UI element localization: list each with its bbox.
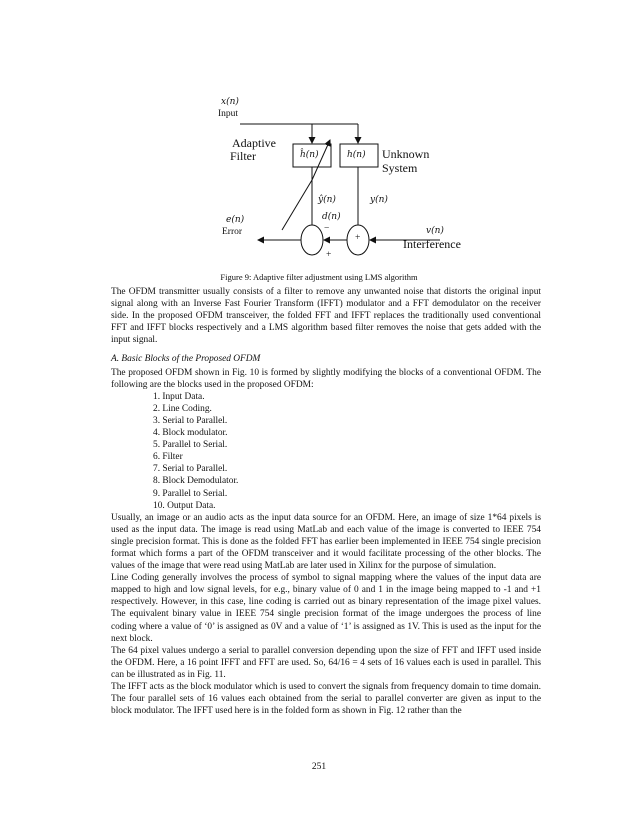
minus-label: − (324, 224, 330, 234)
list-item: 8. Block Demodulator. (153, 476, 239, 487)
paragraph-2: The proposed OFDM shown in Fig. 10 is formed by slightly modifying the blocks of a conventional OFDM. The following are the blocks used in the proposed OFDM: (111, 367, 541, 390)
input-label: Input (218, 109, 239, 119)
paragraph-5: The 64 pixel values undergo a serial to parallel conversion depending upon the size of FFT and IFFT used inside the OFDM. Here, a 16 point IFFT and FFT are used. So, 64/16 = 4 sets of 16 values each is used in parallel. This can be illustrated as in Fig. 11. (111, 645, 541, 680)
h-label: h(n) (347, 150, 366, 160)
list-item: 10. Output Data. (153, 500, 216, 511)
v-label: v(n) (426, 226, 444, 236)
list-item: 7. Serial to Parallel. (153, 464, 228, 475)
adaptive-filter-diagram (0, 0, 638, 270)
unknown-label-2: System (382, 161, 418, 175)
list-item: 3. Serial to Parallel. (153, 415, 228, 426)
section-heading: A. Basic Blocks of the Proposed OFDM (111, 354, 261, 365)
unknown-label-1: Unknown (382, 147, 430, 161)
yhat-label: ŷ(n) (318, 195, 336, 205)
list-item: 9. Parallel to Serial. (153, 488, 228, 499)
plus-inner-label: + (355, 233, 361, 243)
feedback-line (282, 180, 312, 230)
d-label: d(n) (322, 212, 341, 222)
error-junction (301, 225, 323, 255)
paragraph-6: The IFFT acts as the block modulator which is used to convert the signals from frequency domain to time domain. The four parallel sets of 16 values each obtained from the serial to parallel converter are given as input to the block modulator. The IFFT used here is in the folded form as shown in Fig. 12 rather than the (111, 682, 541, 717)
hhat-label: ĥ(n) (300, 150, 319, 160)
diagram-lines (0, 0, 638, 270)
list-item: 4. Block modulator. (153, 428, 228, 439)
paragraph-3: Usually, an image or an audio acts as the input data source for an OFDM. Here, an image of size 1*64 pixels is used as the input data. The image is read using MatLab and each value of the image is converted to IEEE 754 single precision format. This is done as the folded FFT has earlier been implemented in IEEE 754 single precision format which forms a part of the OFDM transceiver and it would facilitate processing of the other blocks. The values of the image that were read using MatLab are later used in Xilinx for the purpose of simulation. (111, 512, 541, 572)
y-label: y(n) (370, 195, 388, 205)
x-label: x(n) (221, 97, 239, 107)
e-label: e(n) (226, 215, 245, 225)
body-text (111, 286, 541, 717)
adaptation-arrow (312, 140, 330, 180)
list-item: 1. Input Data. (153, 391, 205, 402)
interference-label: Interference (403, 237, 461, 251)
page-number: 251 (311, 762, 327, 772)
plus-bottom-label: + (326, 250, 332, 260)
list-item: 6. Filter (153, 452, 183, 463)
paragraph-4: Line Coding generally involves the process of symbol to signal mapping where the values of the input data are mapped to high and low signal levels, for e.g., binary value of 0 and 1 in the image being mapped to -1 and +1 respectively. However, in this case, line coding is carried out as binary representation of the image pixel values. The equivalent binary value in IEEE 754 single precision format of the image undergoes the process of line coding where a value of ‘0’ is assigned as 0V and a value of ‘1’ is assigned as 1V. This is used as the input for the next block. (111, 573, 541, 644)
list-item: 2. Line Coding. (153, 403, 212, 414)
blocks-list (111, 391, 541, 512)
paragraph-1: The OFDM transmitter usually consists of a filter to remove any unwanted noise that distorts the original input signal along with an Inverse Fast Fourier Transform (IFFT) modulator and a FFT demodulator on the receiver side. In the proposed OFDM transceiver, the folded FFT and IFFT replaces the traditionally used conventional FFT and IFFT blocks respectively and a LMS algorithm based filter removes the noise that gets added with the input signal. (111, 287, 541, 346)
adaptive-label-2: Filter (230, 149, 256, 163)
list-item: 5. Parallel to Serial. (153, 440, 228, 451)
error-label: Error (222, 227, 243, 237)
adaptive-label-1: Adaptive (232, 136, 276, 150)
figure-caption: Figure 9: Adaptive filter adjustment using LMS algorithm (220, 272, 418, 282)
